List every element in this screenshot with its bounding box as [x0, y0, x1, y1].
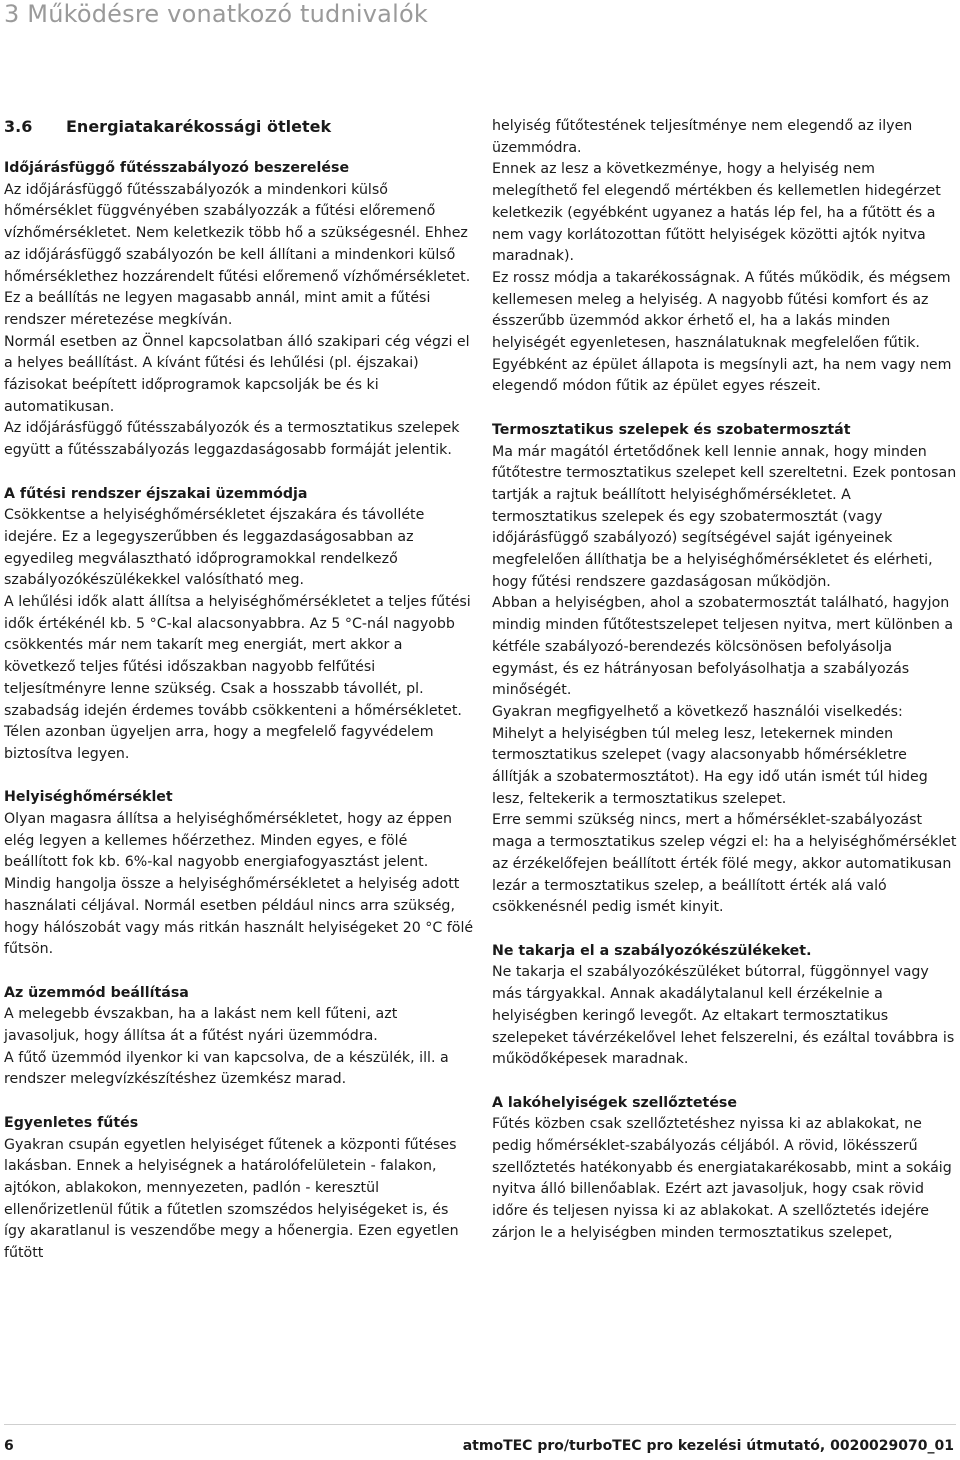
paragraph: Ne takarja el szabályozókészüléket bútorral, függönnyel vagy más tárgyakkal. Annak akadálytalanul kell érzékelnie a helyiségben keringő levegőt. Az eltakart termosztatikus szelepeket távérzékelővel lehet felszerelni, és ezáltal továbbra is működőképesek maradnak.: [492, 964, 955, 1068]
spacer: [492, 919, 958, 941]
subsection-heading: Egyenletes fűtés: [4, 1114, 139, 1131]
paragraph: Gyakran megfigyelhető a következő használói viselkedés: Mihelyt a helyiségben túl meleg lesz, letekernek minden termosztatikus szelepet (vagy alacsonyabb hőmérsékletre állítják a szobatermosztátot). Ha egy idő után ismét túl hideg lesz, feltekerik a termosztatikus szelepet.: [492, 703, 928, 807]
spacer: [4, 961, 474, 983]
paragraph: helyiség fűtőtestének teljesítménye nem elegendő az ilyen üzemmódra.: [492, 118, 913, 156]
left-column: [4, 158, 474, 1265]
paragraph: Erre semmi szükség nincs, mert a hőmérséklet-szabályozást maga a termosztatikus szelep végzi el: ha a helyiséghőmérséklet az érzékelőfejen beállított érték fölé megy, akkor automatikusan lezár a termosztatikus szelep, a beállított érték alá való csökkenésnél pedig ismét kinyit.: [492, 812, 957, 916]
paragraph: Gyakran csupán egyetlen helyiséget fűtenek a központi fűtéses lakásban. Ennek a helyiségnek a határolófelületein - falakon, ajtókon, ablakokon, mennyezeten, padlón - keresztül ellenőrizetlenül fűtik a fűtetlen szomszédos helyiségeket is, és így akaratlanul is veszendőbe megy a hőenergia. Ezen egyetlen fűtött: [4, 1136, 459, 1262]
paragraph: Ennek az lesz a következménye, hogy a helyiség nem melegíthető fel elegendő mértékben és kellemetlen hidegérzet keletkezik (egyébként ugyanez a hatás lép fel, ha a fűtött és a nem vagy korlátozottan fűtött helyiségek közötti ajtók nyitva maradnak).: [492, 161, 941, 265]
subsection-heading: A fűtési rendszer éjszakai üzemmódja: [4, 485, 308, 502]
spacer: [4, 1091, 474, 1113]
spacer: [492, 398, 958, 420]
subsection-heading: Ne takarja el a szabályozókészülékeket.: [492, 942, 812, 959]
paragraph: Olyan magasra állítsa a helyiséghőmérsékletet, hogy az éppen elég legyen a kellemes hőérzethez. Minden egyes, e fölé beállított fok kb. 6%-kal nagyobb energiafogyasztást jelent.: [4, 811, 452, 871]
subsection-heading: A lakóhelyiségek szellőztetése: [492, 1094, 738, 1111]
paragraph: A lehűlési idők alatt állítsa a helyiséghőmérsékletet a teljes fűtési idők értékénél kb. 5 °C-kal alacsonyabbra. Az 5 °C-nál nagyobb csökkentés már nem takarít meg energiát, mert akkor a következő teljes fűtési időszakban nagyobb felfűtési teljesítményre lenne szükség. Csak a hosszabb távollét, pl. szabadság idején érdemes tovább csökkenteni a hőmérsékletet. Télen azonban ügyeljen arra, hogy a megfelelő fagyvédelem biztosítva legyen.: [4, 594, 471, 762]
footer-divider: [4, 1424, 956, 1425]
paragraph: Abban a helyiségben, ahol a szobatermosztát található, hagyjon mindig minden fűtőtestszelepet teljesen nyitva, mert különben a kétféle szabályozó-berendezés kölcsönösen befolyásolja egymást, és ez hátrányosan befolyásolhatja a szabályozás minőségét.: [492, 595, 954, 699]
paragraph: A fűtő üzemmód ilyenkor ki van kapcsolva, de a készülék, ill. a rendszer melegvízkészítéshez üzemkész marad.: [4, 1049, 449, 1088]
footer-document-title: atmoTEC pro/turboTEC pro kezelési útmutató, 0020029070_01: [462, 1438, 954, 1454]
subsection-heading: Időjárásfüggő fűtésszabályozó beszerelése: [4, 160, 350, 176]
paragraph: A melegebb évszakban, ha a lakást nem kell fűteni, azt javasoljuk, hogy állítsa át a fűtést nyári üzemmódra.: [4, 1006, 398, 1045]
section-number: 3.6: [4, 117, 33, 136]
right-column: [492, 116, 958, 1245]
paragraph: Fűtés közben csak szellőztetéshez nyissa ki az ablakokat, ne pedig hőmérséklet-szabályozás céljából. A rövid, lökésszerű szellőztetés hatékonyabb és energiatakarékosabb, mint a sokáig nyitva álló billenőablak. Ezért azt javasoljuk, hogy csak rövid időre és teljesen nyissa ki az ablakokat. A szellőztetés idejére zárjon le a helyiségben minden termosztatikus szelepet,: [492, 1116, 952, 1241]
section-heading: [4, 117, 331, 136]
spacer: [492, 1071, 958, 1093]
paragraph: Az időjárásfüggő fűtésszabályozók a mindenkori külső hőmérséklet függvényében szabályozzák a fűtési előremenő vízhőmérsékletet. Nem keletkezik több hő a szükségesnél. Ehhez az időjárásfüggő szabályozón be kell állítani a mindenkori külső hőmérséklethez hozzárendelt fűtési előremenő vízhőmérsékletet. Ez a beállítás ne legyen magasabb annál, mint amit a fűtési rendszer méretezése megkíván.: [4, 181, 471, 328]
spacer: [4, 766, 474, 788]
paragraph: Ma már magától értetődőnek kell lennie annak, hogy minden fűtőtestre termosztatikus szelepet kell szereltetni. Ezek pontosan tartják a rajtuk beállított helyiséghőmérsékletet. A termosztatikus szelepek és egy szobatermosztát (vagy időjárásfüggő szabályozó) segítségével saját igényeinek megfelelően állíthatja be a helyiséghőmérsékletet és elérheti, hogy fűtési rendszere gazdaságosan működjön.: [492, 443, 957, 590]
paragraph: Normál esetben az Önnel kapcsolatban álló szakipari cég végzi el a helyes beállítást. A kívánt fűtési és lehűlési (pl. éjszakai) fázisokat beépített időprogramok kapcsolják be és ki automatikusan.: [4, 333, 470, 415]
paragraph: Ez rossz módja a takarékosságnak. A fűtés működik, és mégsem kellemesen meleg a helyiség. A nagyobb fűtési komfort és az ésszerűbb üzemmód akkor érhető el, ha a lakás minden helyiségét egyenletesen, használatuknak megfelelően fűtik.: [492, 269, 951, 352]
paragraph: Egyébként az épület állapota is megsínyli azt, ha nem vagy nem elegendő módon fűtik az épület egyes részeit.: [492, 356, 952, 395]
subsection-heading: Termosztatikus szelepek és szobatermosztát: [492, 421, 851, 438]
spacer: [4, 462, 474, 484]
paragraph: Csökkentse a helyiséghőmérsékletet éjszakára és távolléte idejére. Ez a legegyszerűbben és leggazdaságosabban az egyedileg megválasztható időprogramokkal rendelkező szabályozókészülékekkel valósítható meg.: [4, 507, 425, 589]
paragraph: Az időjárásfüggő fűtésszabályozók és a termosztatikus szelepek együtt a fűtésszabályozás leggazdaságosabb formáját jelentik.: [4, 420, 460, 459]
page-number: 6: [4, 1438, 14, 1454]
paragraph: Mindig hangolja össze a helyiséghőmérsékletet a helyiség adott használati céljával. Normál esetben például nincs arra szükség, hogy hálószobát vagy más ritkán használt helyiségeket 20 °C fölé fűtsön.: [4, 876, 474, 958]
subsection-heading: Helyiséghőmérséklet: [4, 789, 173, 806]
chapter-header: 3 Működésre vonatkozó tudnivalók: [4, 0, 428, 28]
subsection-heading: Az üzemmód beállítása: [4, 984, 189, 1001]
section-title: Energiatakarékossági ötletek: [66, 117, 332, 136]
